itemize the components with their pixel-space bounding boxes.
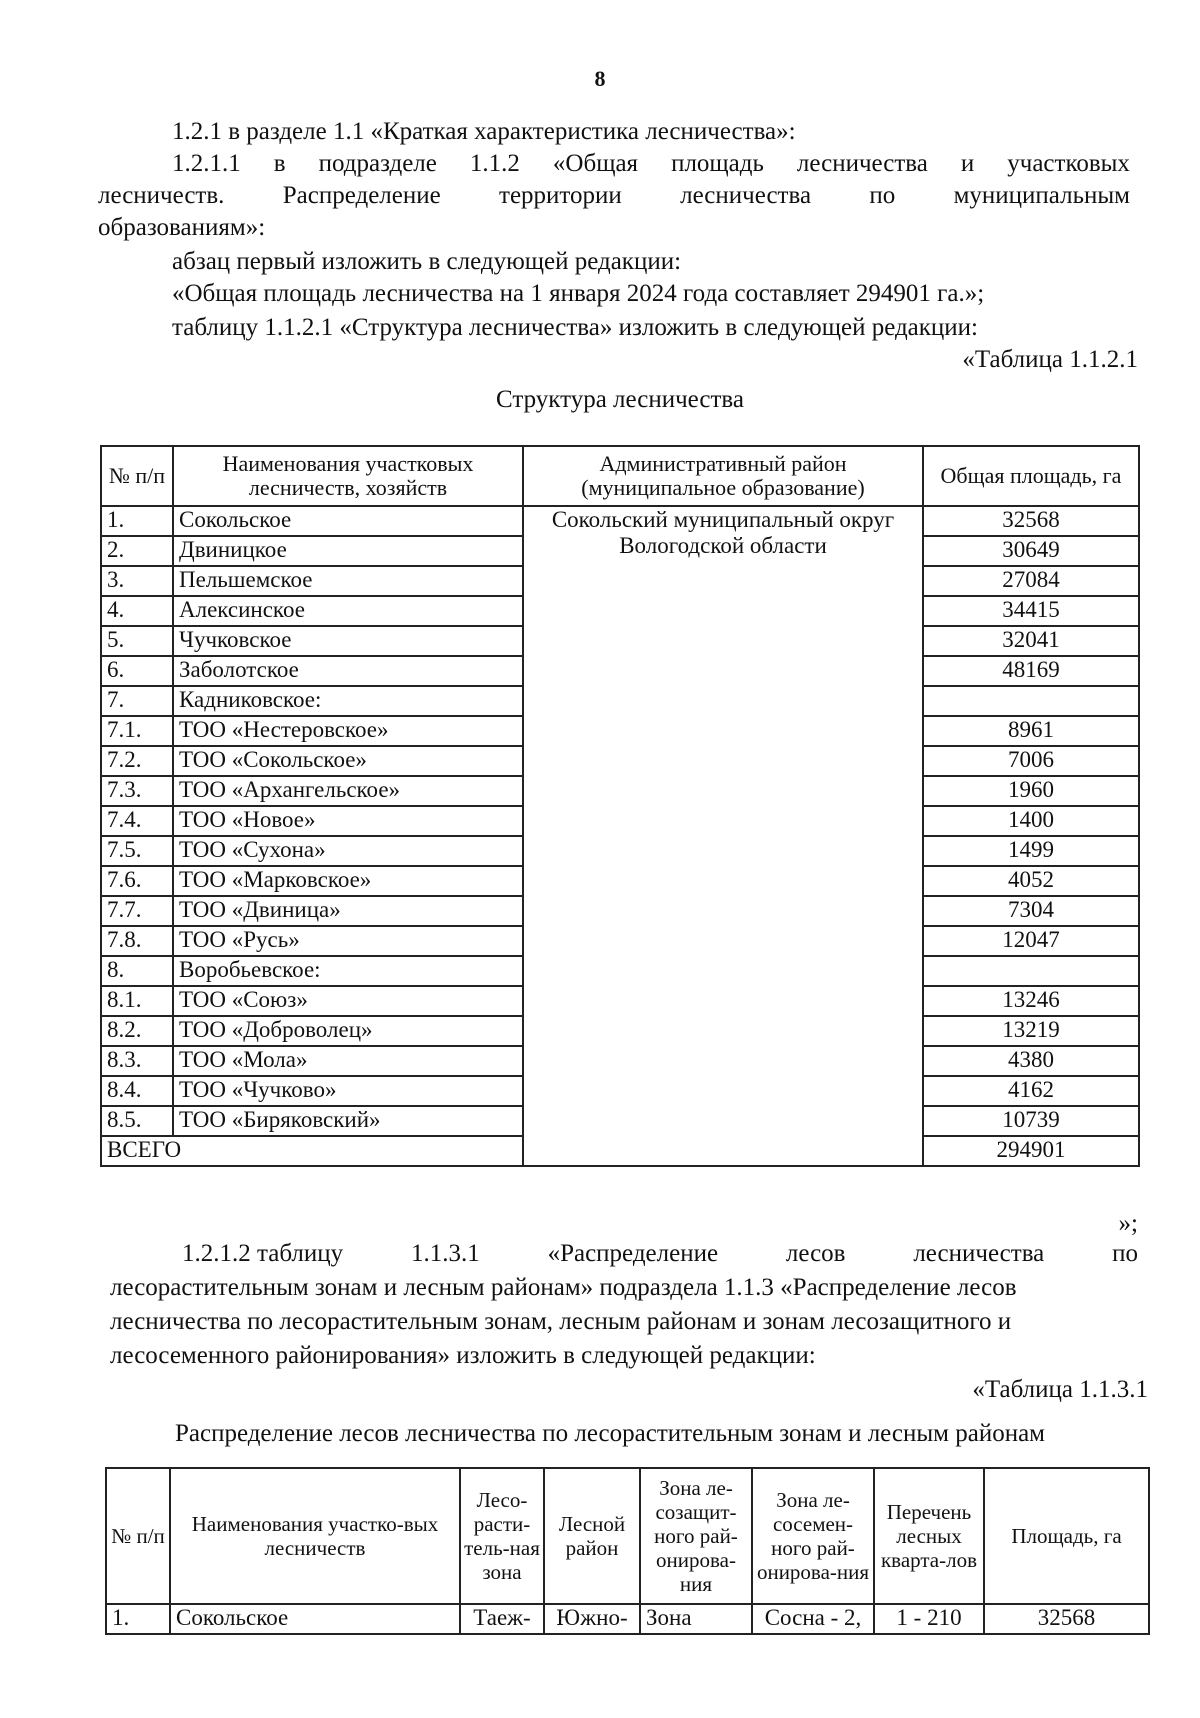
cell-num: 1. bbox=[106, 1604, 170, 1634]
word: «Распределение bbox=[547, 1240, 719, 1267]
cell-area: 1400 bbox=[923, 806, 1139, 836]
word: лесничества bbox=[913, 1240, 1045, 1267]
cell-area: 34415 bbox=[923, 596, 1139, 626]
cell-num: 8.5. bbox=[101, 1106, 173, 1136]
word: лесничеств. bbox=[98, 182, 225, 209]
cell-area: 32041 bbox=[923, 626, 1139, 656]
table-body bbox=[101, 506, 1139, 1166]
cell-num: 1. bbox=[101, 506, 173, 536]
table2-reference: «Таблица 1.1.3.1 bbox=[972, 1376, 1148, 1403]
cell-area bbox=[923, 686, 1139, 716]
word: «Общая bbox=[552, 150, 639, 177]
cell-name: Чучковское bbox=[173, 626, 523, 656]
cell-num: 8.1. bbox=[101, 986, 173, 1016]
cell-protection-zone: Зона bbox=[640, 1604, 752, 1634]
cell-num: 6. bbox=[101, 656, 173, 686]
cell-num: 8. bbox=[101, 956, 173, 986]
section2-line-2: лесорастительным зонам и лесным районам» подраздела 1.1.3 «Распределение лесов bbox=[110, 1274, 1017, 1301]
cell-name: ТОО «Доброволец» bbox=[173, 1016, 523, 1046]
intro-paragraph-5: таблицу 1.1.2.1 «Структура лесничества» изложить в следующей редакции: bbox=[172, 314, 979, 341]
cell-area: 32568 bbox=[923, 506, 1139, 536]
section2-line-4: лесосеменного районирования» изложить в следующей редакции: bbox=[110, 1342, 816, 1369]
header-protection-zone: Зона ле-созащит-ного рай-онирова-ния bbox=[640, 1468, 752, 1604]
word: лесничества bbox=[680, 182, 812, 209]
cell-num: 7.2. bbox=[101, 746, 173, 776]
cell-area: 12047 bbox=[923, 926, 1139, 956]
word: лесов bbox=[785, 1240, 846, 1267]
cell-num: 3. bbox=[101, 566, 173, 596]
cell-name: Сокольское bbox=[173, 506, 523, 536]
intro-paragraph-2-line-3: образованиям»: bbox=[98, 214, 266, 241]
word: по bbox=[869, 182, 896, 209]
cell-name: ТОО «Марковское» bbox=[173, 866, 523, 896]
word: площадь bbox=[671, 150, 764, 177]
cell-name: ТОО «Союз» bbox=[173, 986, 523, 1016]
cell-num: 8.3. bbox=[101, 1046, 173, 1076]
cell-num: 7.8. bbox=[101, 926, 173, 956]
intro-paragraph-2-line-2 bbox=[98, 182, 1130, 210]
cell-name: ТОО «Сокольское» bbox=[173, 746, 523, 776]
cell-area: 27084 bbox=[923, 566, 1139, 596]
cell-total-area: 294901 bbox=[923, 1136, 1139, 1166]
word: 1.1.2 bbox=[469, 150, 520, 177]
cell-name: ТОО «Чучково» bbox=[173, 1076, 523, 1106]
cell-area: 48169 bbox=[923, 656, 1139, 686]
intro-paragraph-1: 1.2.1 в разделе 1.1 «Краткая характеристика лесничества»: bbox=[172, 118, 796, 145]
header-forest-zone: Лесо-расти-тель-ная зона bbox=[460, 1468, 544, 1604]
cell-name: ТОО «Биряковский» bbox=[173, 1106, 523, 1136]
cell-num: 7.3. bbox=[101, 776, 173, 806]
cell-num: 7.4. bbox=[101, 806, 173, 836]
intro-paragraph-3: абзац первый изложить в следующей редакции: bbox=[172, 248, 682, 275]
word: территории bbox=[499, 182, 622, 209]
cell-forest-zone: Таеж- bbox=[460, 1604, 544, 1634]
table-row bbox=[101, 506, 1139, 536]
cell-num: 8.4. bbox=[101, 1076, 173, 1106]
cell-num: 7.5. bbox=[101, 836, 173, 866]
header-forest-region: Лесной район bbox=[544, 1468, 640, 1604]
word: лесничества bbox=[796, 150, 928, 177]
cell-num: 7.7. bbox=[101, 896, 173, 926]
cell-name: Сокольское bbox=[170, 1604, 460, 1634]
table2-caption: Распределение лесов лесничества по лесорастительным зонам и лесным районам bbox=[174, 1420, 1046, 1447]
cell-name: ТОО «Двиница» bbox=[173, 896, 523, 926]
cell-num: 4. bbox=[101, 596, 173, 626]
cell-num: 7.6. bbox=[101, 866, 173, 896]
forest-zones-table bbox=[105, 1467, 1150, 1635]
cell-name: ТОО «Архангельское» bbox=[173, 776, 523, 806]
cell-name: ТОО «Новое» bbox=[173, 806, 523, 836]
cell-name: Пельшемское bbox=[173, 566, 523, 596]
cell-area: 7304 bbox=[923, 896, 1139, 926]
section2-line-1 bbox=[182, 1240, 1138, 1268]
cell-quarters: 1 - 210 bbox=[874, 1604, 984, 1634]
cell-area: 13219 bbox=[923, 1016, 1139, 1046]
header-quarters: Перечень лесных кварта-лов bbox=[874, 1468, 984, 1604]
cell-area: 4380 bbox=[923, 1046, 1139, 1076]
page-number: 8 bbox=[594, 66, 606, 91]
forestry-structure-table bbox=[100, 445, 1140, 1167]
word: по bbox=[1112, 1240, 1138, 1267]
header-num: № п/п bbox=[101, 446, 173, 506]
cell-num: 5. bbox=[101, 626, 173, 656]
cell-area: 8961 bbox=[923, 716, 1139, 746]
header-seed-zone: Зона ле-сосемен-ного рай-онирова-ния bbox=[752, 1468, 874, 1604]
cell-area: 30649 bbox=[923, 536, 1139, 566]
cell-area: 4162 bbox=[923, 1076, 1139, 1106]
cell-forest-region: Южно- bbox=[544, 1604, 640, 1634]
cell-seed-zone: Сосна - 2, bbox=[752, 1604, 874, 1634]
word: 1.2.1.1 bbox=[172, 150, 241, 177]
word: участковых bbox=[1007, 150, 1130, 177]
header-num: № п/п bbox=[106, 1468, 170, 1604]
table1-reference: «Таблица 1.1.2.1 bbox=[962, 346, 1138, 373]
intro-paragraph-2-line-1 bbox=[172, 150, 1130, 178]
table-header-row bbox=[106, 1468, 1149, 1604]
header-name: Наименования участковых лесничеств, хозяйств bbox=[173, 446, 523, 506]
cell-num: 7.1. bbox=[101, 716, 173, 746]
table1-caption: Структура лесничества bbox=[496, 386, 744, 413]
cell-name: Алексинское bbox=[173, 596, 523, 626]
header-area: Общая площадь, га bbox=[923, 446, 1139, 506]
cell-name: Воробьевское: bbox=[173, 956, 523, 986]
word: 1.1.3.1 bbox=[411, 1240, 480, 1267]
cell-area: 1960 bbox=[923, 776, 1139, 806]
cell-name: ТОО «Русь» bbox=[173, 926, 523, 956]
cell-name: Заболотское bbox=[173, 656, 523, 686]
word: и bbox=[960, 150, 975, 177]
header-name: Наименования участко-вых лесничеств bbox=[170, 1468, 460, 1604]
table1-closing-quote: »; bbox=[1118, 1210, 1138, 1237]
header-admin: Административный район (муниципальное образование) bbox=[523, 446, 923, 506]
cell-admin-district: Сокольский муниципальный округ Вологодской области bbox=[523, 506, 923, 1166]
cell-name: Двиницкое bbox=[173, 536, 523, 566]
cell-num: 2. bbox=[101, 536, 173, 566]
cell-area: 10739 bbox=[923, 1106, 1139, 1136]
cell-area: 7006 bbox=[923, 746, 1139, 776]
cell-area: 4052 bbox=[923, 866, 1139, 896]
cell-area: 1499 bbox=[923, 836, 1139, 866]
section2-line-3: лесничества по лесорастительным зонам, лесным районам и зонам лесозащитного и bbox=[110, 1308, 1012, 1335]
cell-area bbox=[923, 956, 1139, 986]
word: Распределение bbox=[282, 182, 441, 209]
table-row bbox=[106, 1604, 1149, 1634]
word: муниципальным bbox=[953, 182, 1130, 209]
cell-num: 7. bbox=[101, 686, 173, 716]
word: в bbox=[273, 150, 286, 177]
intro-paragraph-4: «Общая площадь лесничества на 1 января 2024 года составляет 294901 га.»; bbox=[172, 280, 985, 307]
table-header-row bbox=[101, 446, 1139, 506]
header-area: Площадь, га bbox=[984, 1468, 1149, 1604]
word: подразделе bbox=[318, 150, 437, 177]
cell-name: ТОО «Сухона» bbox=[173, 836, 523, 866]
cell-total-label: ВСЕГО bbox=[101, 1136, 523, 1166]
cell-name: Кадниковское: bbox=[173, 686, 523, 716]
cell-num: 8.2. bbox=[101, 1016, 173, 1046]
word: 1.2.1.2 таблицу bbox=[182, 1240, 344, 1267]
cell-name: ТОО «Нестеровское» bbox=[173, 716, 523, 746]
cell-name: ТОО «Мола» bbox=[173, 1046, 523, 1076]
cell-area: 13246 bbox=[923, 986, 1139, 1016]
cell-area: 32568 bbox=[984, 1604, 1149, 1634]
